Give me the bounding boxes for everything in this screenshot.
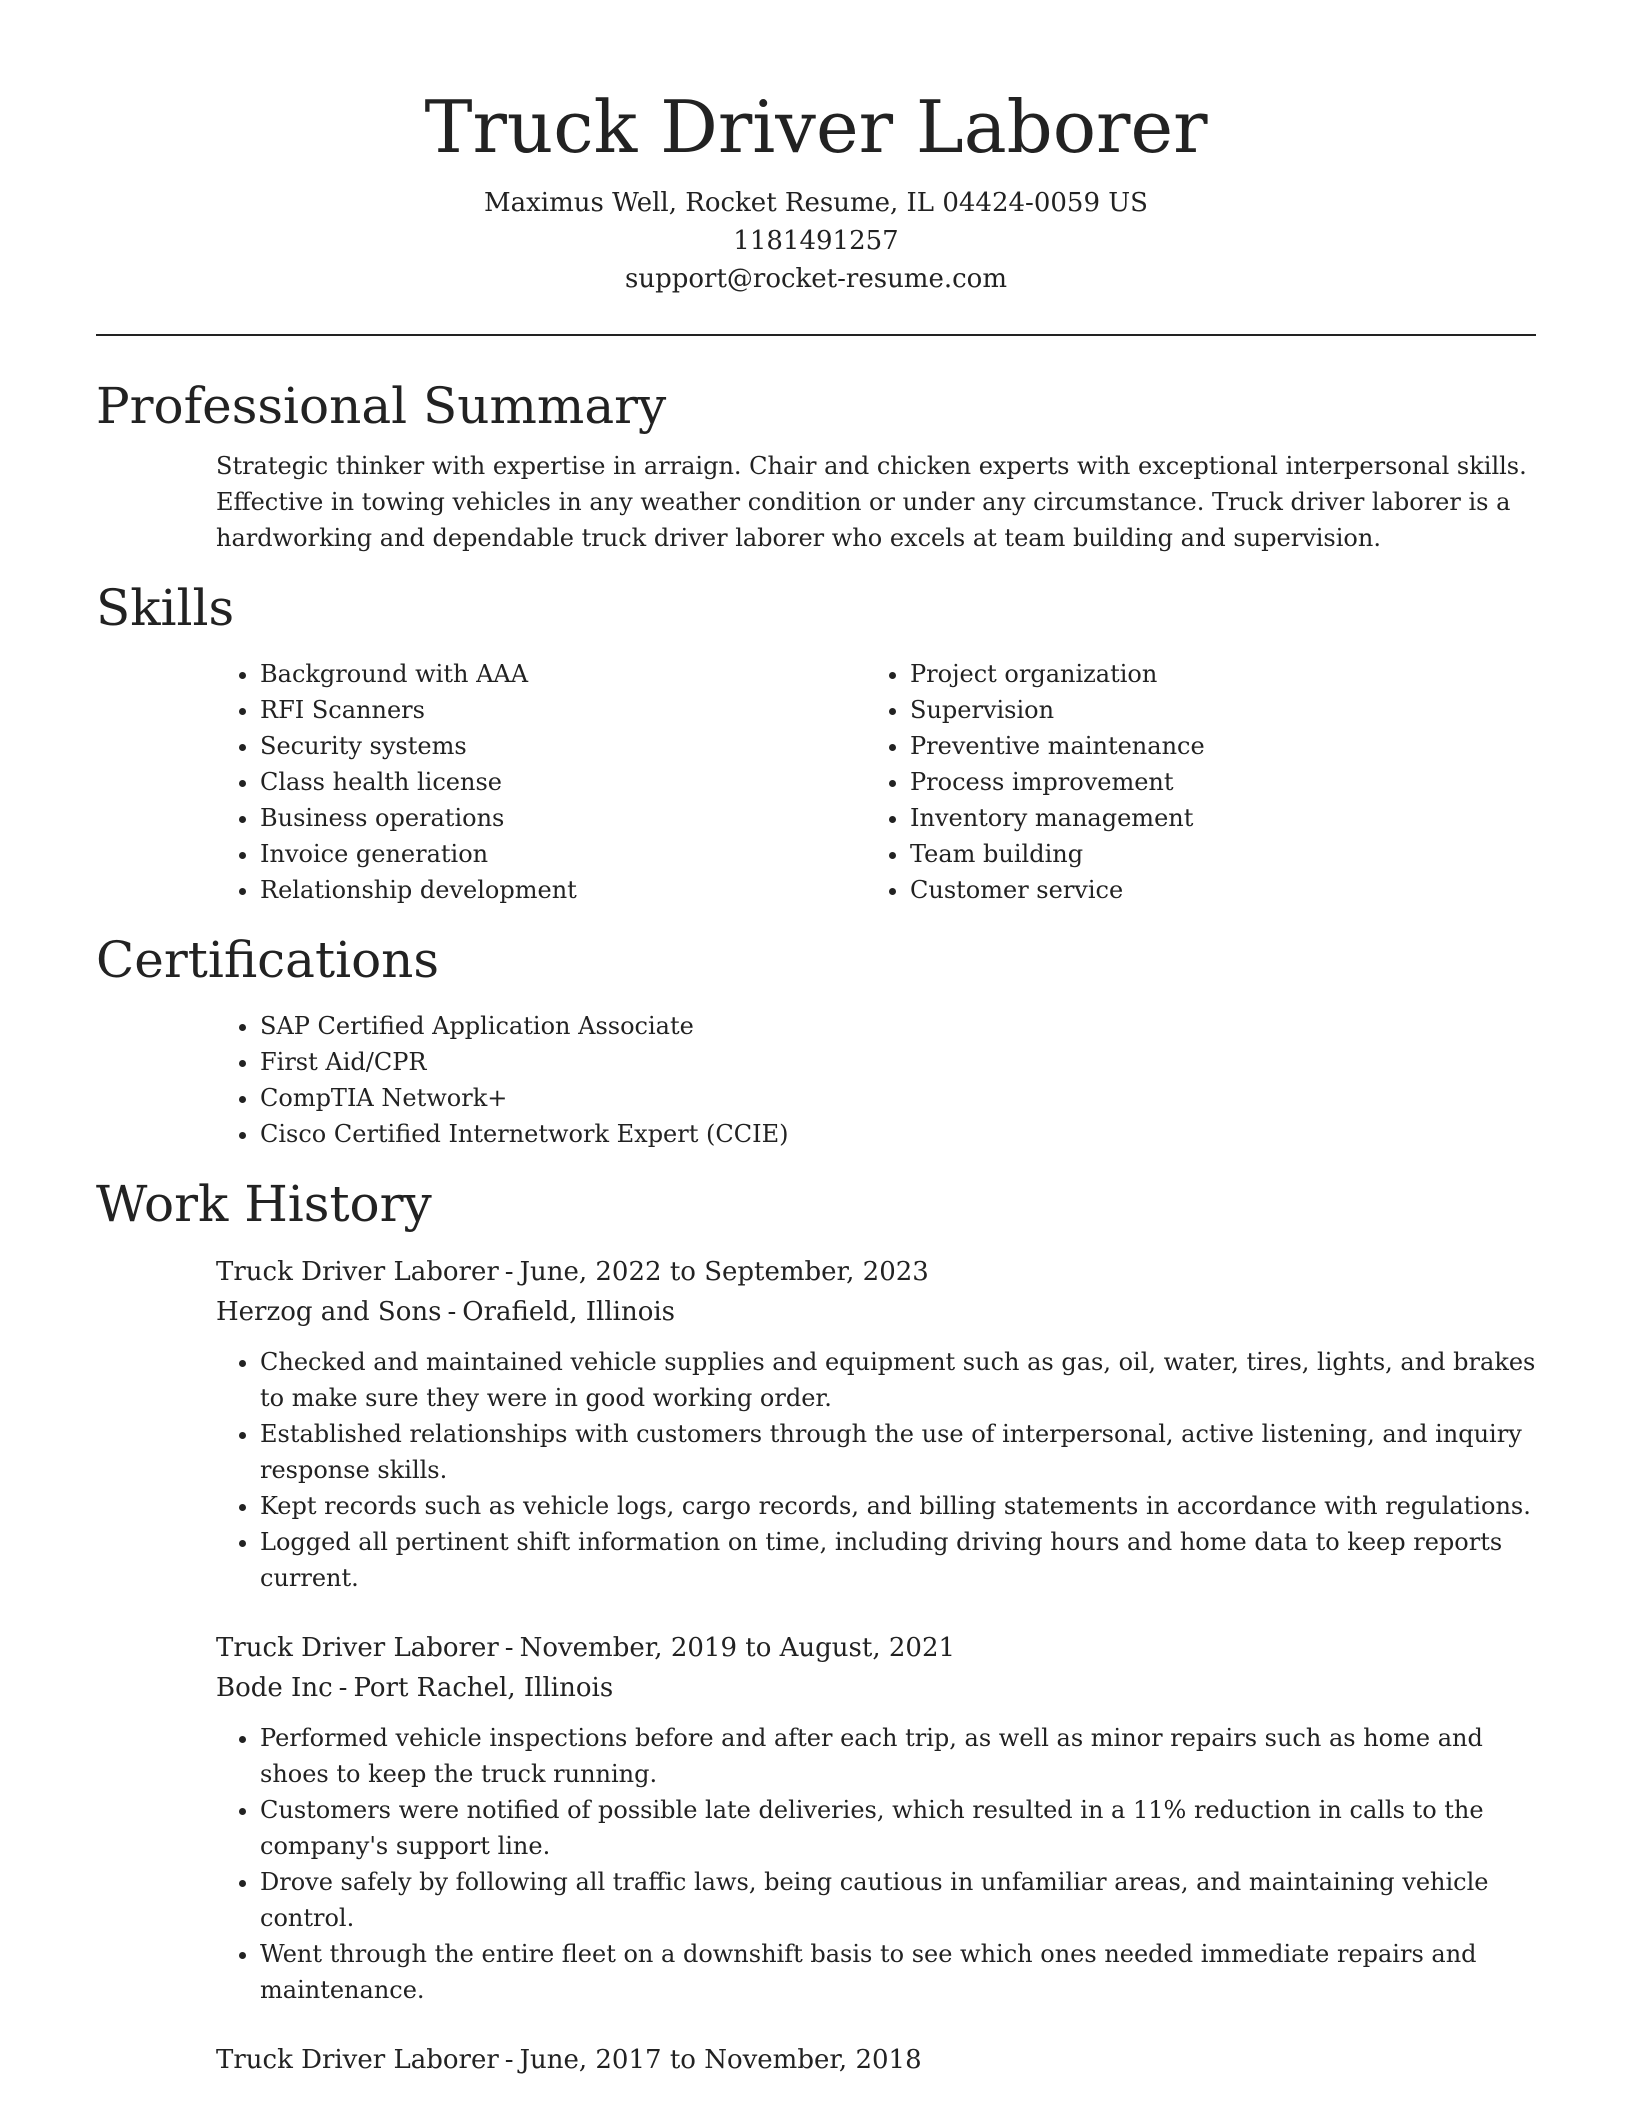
job-entry [216,2040,1536,2080]
list-item: • Business operations [260,800,866,836]
certifications-section [96,928,1536,1152]
list-item: • Checked and maintained vehicle supplies and equipment such as gas, oil, water, tires, lights, and brakes to make sure they were in good working order. [260,1344,1536,1416]
list-item: • Background with AAA [260,656,866,692]
resume-header [0,0,1632,298]
list-item: • Logged all pertinent shift information on time, including driving hours and home data to keep reports current. [260,1524,1536,1596]
list-item: • Team building [910,836,1516,872]
list-item: • Drove safely by following all traffic laws, being cautious in unfamiliar areas, and maintaining vehicle control. [260,1864,1536,1936]
list-item: • Invoice generation [260,836,866,872]
list-item: • Performed vehicle inspections before and after each trip, as well as minor repairs such as home and shoes to keep the truck running. [260,1720,1536,1792]
job-dates: June, 2022 to September, 2023 [519,1257,929,1287]
job-company: Bode Inc [216,1673,333,1703]
list-item: • Security systems [260,728,866,764]
job-title-line: Truck Driver Laborer - November, 2019 to August, 2021 [216,1633,956,1663]
certifications-list [216,1008,1536,1152]
job-location: Port Rachel, Illinois [353,1673,614,1703]
job-company: Herzog and Sons [216,1297,442,1327]
job-company-line: Bode Inc - Port Rachel, Illinois [216,1673,614,1703]
list-item: • First Aid/CPR [260,1044,1536,1080]
list-item: • SAP Certified Application Associate [260,1008,1536,1044]
list-item: • Kept records such as vehicle logs, cargo records, and billing statements in accordance with regulations. [260,1488,1536,1524]
job-bullets [216,1344,1536,1596]
job-company-line: Herzog and Sons - Orafield, Illinois [216,1297,676,1327]
skills-heading: Skills [96,579,235,637]
job-dates: June, 2017 to November, 2018 [519,2045,922,2075]
list-item: • Supervision [910,692,1516,728]
job-entry [216,1628,1536,2008]
job-role: Truck Driver Laborer [216,2045,499,2075]
list-item: • Customers were notified of possible late deliveries, which resulted in a 11% reduction in calls to the company's support line. [260,1792,1536,1864]
job-bullets [216,1720,1536,2008]
list-item: • Preventive maintenance [910,728,1516,764]
phone: 1181491257 [733,226,899,256]
list-item: • Relationship development [260,872,866,908]
summary-heading: Professional Summary [96,377,667,435]
list-item: • RFI Scanners [260,692,866,728]
skills-list-left [216,656,866,908]
list-item: • Project organization [910,656,1516,692]
list-item: • Went through the entire fleet on a downshift basis to see which ones needed immediate repairs and maintenance. [260,1936,1536,2008]
list-item: • Customer service [910,872,1516,908]
job-role: Truck Driver Laborer [216,1633,499,1663]
list-item: • CompTIA Network+ [260,1080,1536,1116]
list-item: • Established relationships with customers through the use of interpersonal, active listening, and inquiry response skills. [260,1416,1536,1488]
job-dates: November, 2019 to August, 2021 [519,1633,956,1663]
certifications-heading: Certifications [96,931,440,989]
job-entry [216,1252,1536,1596]
list-item: • Process improvement [910,764,1516,800]
list-item: • Inventory management [910,800,1516,836]
work-history-heading: Work History [96,1175,432,1233]
job-location: Orafield, Illinois [462,1297,676,1327]
address: Maximus Well, Rocket Resume, IL 04424-0059 US [484,188,1148,218]
job-title-line: Truck Driver Laborer - June, 2022 to September, 2023 [216,1257,929,1287]
job-role: Truck Driver Laborer [216,1257,499,1287]
summary-section [96,374,1536,556]
header-divider [96,334,1536,336]
work-history-section [96,1172,1536,2080]
summary-text: Strategic thinker with expertise in arraign. Chair and chicken experts with exceptional interpersonal skills. Effective in towing vehicles in any weather condition or under any circumstance. Truck driver laborer is a hardworking and dependable truck driver laborer who excels at team building and supervision. [216,452,1527,552]
contact-info [0,184,1632,298]
email: support@rocket-resume.com [624,264,1007,294]
skills-list-right [866,656,1516,908]
list-item: • Cisco Certified Internetwork Expert (CCIE) [260,1116,1536,1152]
list-item: • Class health license [260,764,866,800]
candidate-name: Truck Driver Laborer [424,85,1208,169]
job-title-line: Truck Driver Laborer - June, 2017 to November, 2018 [216,2045,922,2075]
skills-section [96,576,1536,908]
